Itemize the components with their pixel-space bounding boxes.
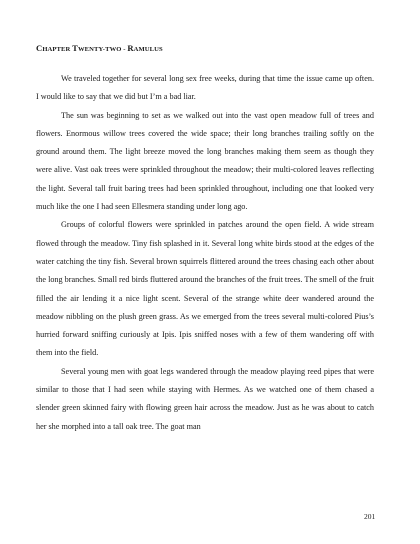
paragraph: Several young men with goat legs wandered through the meadow playing reed pipes that were similar to those that I had seen while staying with Hermes. As we watched one of them chased a slender green skinned fairy with flowing green hair across the meadow. Just as he was about to catch her she morphed into a tall oak tree. The goat man — [36, 366, 374, 431]
paragraph: Groups of colorful flowers were sprinkled in patches around the open field. A wide stream flowed through the meadow. Tiny fish splashed in it. Several long white birds stood at the edges of the water catching the tiny fish. Several brown squirrels flittered around the trees chasing each other about the long branches. Small red birds fluttered around the branches of the fruit trees. The smell of the fruit filled the air lending it a nice light scent. Several of the strange white deer wandered around the meadow nibbling on the plush green grass. As we emerged from the trees several multi-colored Pius’s hurried forward sniffing curiously at Ipis. Ipis sniffed noses with a few of them wandering off with them into the field. — [36, 220, 374, 358]
page-number: 201 — [364, 512, 376, 521]
chapter-heading — [36, 43, 163, 53]
heading-part: WENTY-TWO - — [77, 46, 128, 53]
document-page — [36, 0, 374, 544]
heading-initial: R — [127, 43, 134, 53]
heading-part: HAPTER — [42, 46, 73, 53]
chapter-body — [36, 70, 374, 436]
heading-part: AMULUS — [133, 46, 163, 53]
paragraph: The sun was beginning to set as we walked out into the vast open meadow full of trees and flowers. Enormous willow trees covered the wide space; their long branches trailing softly on the ground around them. The light breeze moved the long branches making them seem as though they were alive. Vast oak trees were sprinkled throughout the meadow; their multi-colored leaves reflecting the light. Several tall fruit baring trees had been sprinkled throughout, including one that looked very much like the one I had seen Ellesmera standing under long ago. — [36, 110, 374, 212]
paragraph: We traveled together for several long sex free weeks, during that time the issue came up often. I would like to say that we did but I’m a bad liar. — [36, 74, 374, 102]
heading-initial: C — [36, 43, 43, 53]
heading-initial: T — [72, 43, 78, 53]
